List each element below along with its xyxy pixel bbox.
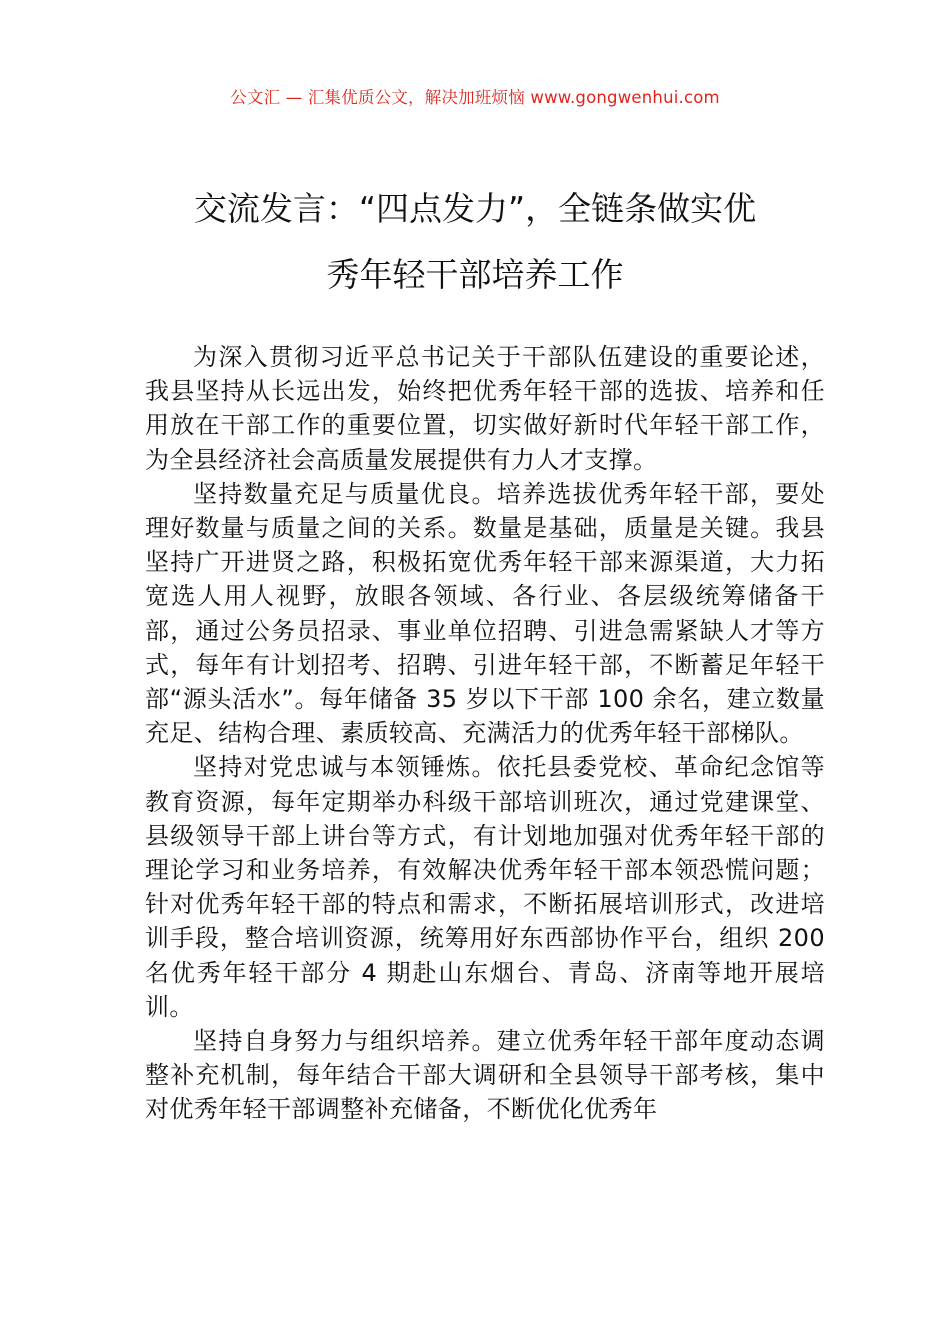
paragraph-loyalty-skills: 坚持对党忠诚与本领锤炼。依托县委党校、革命纪念馆等教育资源，每年定期举办科级干部培训班次，通过党建课堂、县级领导干部上讲台等方式，有计划地加强对优秀年轻干部的理论学习和业务培养，有效解决优秀年轻干部本领恐慌问题；针对优秀年轻干部的特点和需求，不断拓展培训形式，改进培训手段，整合培训资源，统筹用好东西部协作平台，组织 200 名优秀年轻干部分 4 期赴山东烟台、青岛、济南等地开展培训。	[145, 753, 825, 1021]
document-title	[60, 176, 890, 308]
paragraph-quantity-quality: 坚持数量充足与质量优良。培养选拔优秀年轻干部，要处理好数量与质量之间的关系。数量是基础，质量是关键。我县坚持广开进贤之路，积极拓宽优秀年轻干部来源渠道，大力拓宽选人用人视野，放眼各领域、各行业、各层级统筹储备干部，通过公务员招录、事业单位招聘、引进急需紧缺人才等方式，每年有计划招考、招聘、引进年轻干部，不断蓄足年轻干部“源头活水”。每年储备 35 岁以下干部 100 余名，建立数量充足、结构合理、素质较高、充满活力的优秀年轻干部梯队。	[145, 479, 825, 748]
document-body	[145, 340, 825, 1127]
title-line-1: 交流发言：“四点发力”，全链条做实优	[193, 189, 757, 228]
paragraph-intro: 为深入贯彻习近平总书记关于干部队伍建设的重要论述，我县坚持从长远出发，始终把优秀年轻干部的选拔、培养和任用放在干部工作的重要位置，切实做好新时代年轻干部工作，为全县经济社会高质量发展提供有力人才支撑。	[145, 343, 825, 474]
title-line-2: 秀年轻干部培养工作	[326, 255, 624, 294]
paragraph-self-effort: 坚持自身努力与组织培养。建立优秀年轻干部年度动态调整补充机制，每年结合干部大调研和全县领导干部考核，集中对优秀年轻干部调整补充储备，不断优化优秀年	[145, 1027, 825, 1124]
header-banner: 公文汇 — 汇集优质公文，解决加班烦恼 www.gongwenhui.com	[230, 88, 720, 107]
